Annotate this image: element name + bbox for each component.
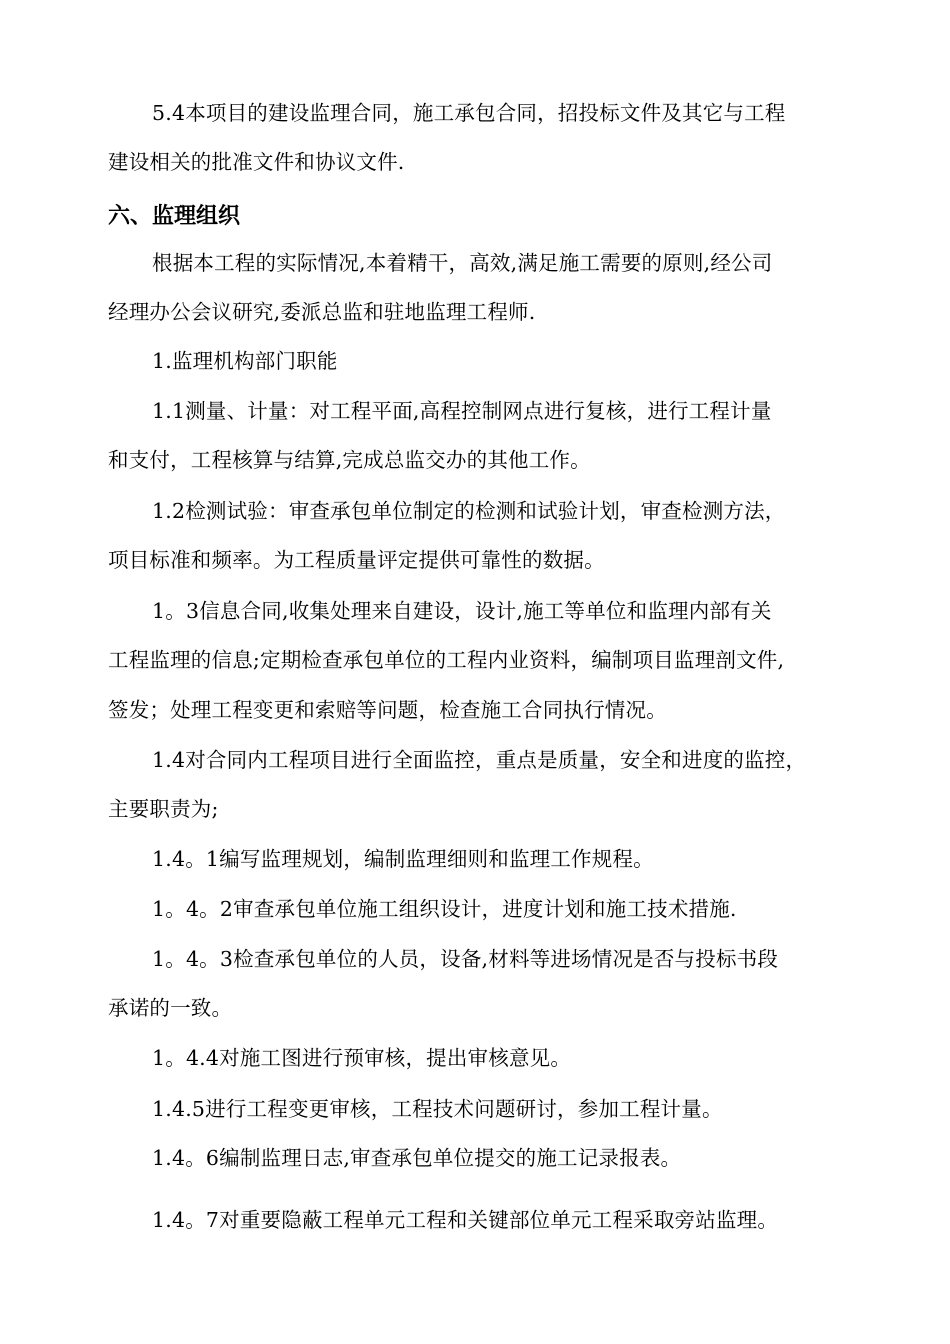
text-line: 1.4.5进行工程变更审核，工程技术问题研讨，参加工程计量。: [152, 1097, 723, 1121]
text-line: 根据本工程的实际情况,本着精干，高效,满足施工需要的原则,经公司: [152, 251, 773, 275]
text-line: 1.4。1编写监理规划，编制监理细则和监理工作规程。: [152, 847, 654, 871]
section-heading: 六、监理组织: [108, 204, 241, 229]
text-line: 承诺的一致。: [108, 996, 233, 1020]
text-line: 工程监理的信息;定期检查承包单位的工程内业资料，编制项目监理剖文件,: [108, 648, 785, 672]
text-line: 建设相关的批准文件和协议文件.: [108, 150, 405, 174]
text-line: 经理办公会议研究,委派总监和驻地监理工程师.: [108, 300, 536, 324]
text-line: 签发；处理工程变更和索赔等问题，检查施工合同执行情况。: [108, 698, 667, 722]
text-line: 和支付，工程核算与结算,完成总监交办的其他工作。: [108, 448, 591, 472]
text-line: 项目标准和频率。为工程质量评定提供可靠性的数据。: [108, 548, 605, 572]
text-line: 1.4。6编制监理日志,审查承包单位提交的施工记录报表。: [152, 1146, 682, 1170]
text-line: 1。4。2审查承包单位施工组织设计，进度计划和施工技术措施.: [152, 897, 737, 921]
text-line: 1.2检测试验：审查承包单位制定的检测和试验计划，审查检测方法，: [152, 499, 786, 523]
text-line: 1.1测量、计量：对工程平面,高程控制网点进行复核，进行工程计量: [152, 399, 772, 423]
text-line: 1.4对合同内工程项目进行全面监控，重点是质量，安全和进度的监控，: [152, 748, 807, 772]
text-line: 1.监理机构部门职能: [152, 349, 338, 373]
text-line: 主要职责为;: [108, 797, 219, 821]
text-line: 1。4。3检查承包单位的人员，设备,材料等进场情况是否与投标书段: [152, 947, 779, 971]
text-line: 1。4.4对施工图进行预审核，提出审核意见。: [152, 1046, 572, 1070]
text-line: 1.4。7对重要隐蔽工程单元工程和关键部位单元工程采取旁站监理。: [152, 1208, 779, 1232]
text-line: 1。3信息合同,收集处理来自建设，设计,施工等单位和监理内部有关: [152, 599, 772, 623]
text-line: 5.4本项目的建设监理合同，施工承包合同，招投标文件及其它与工程: [152, 101, 786, 125]
